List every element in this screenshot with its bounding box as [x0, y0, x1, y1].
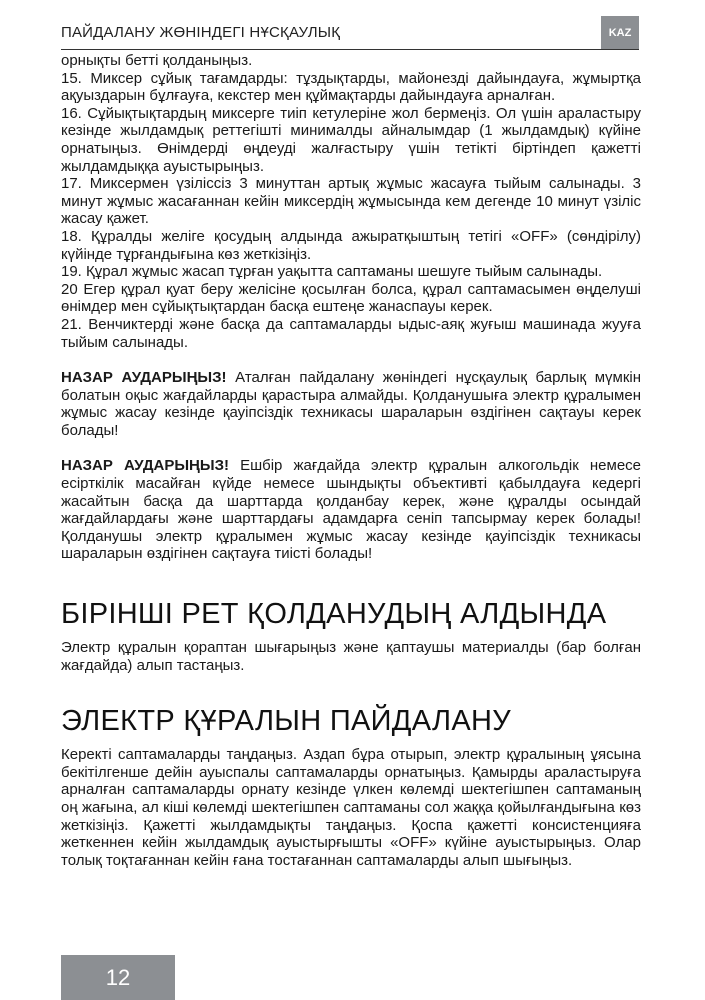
- section-heading: ЭЛЕКТР ҚҰРАЛЫН ПАЙДАЛАНУ: [61, 705, 511, 738]
- warning-paragraph: [61, 369, 641, 439]
- paragraph: 19. Құрал жұмыс жасап тұрған уақытта саптаманы шешуге тыйым салынады.: [61, 263, 603, 281]
- paragraph: 16. Сұйықтықтардың миксерге тиіп кетулеріне жол бермеңіз. Ол үшін араластыру кезінде жылдамдық реттегішті минималды айналымдар (1 жылдамдық) күйіне орнатыңыз. Өнімдерді өңдеуді жалғастыру үшін тетікті біртіндеп қажетті жылдамдыққа ауыстырыңыз.: [61, 104, 641, 175]
- page-content: [61, 52, 641, 869]
- warning-label: НАЗАР АУДАРЫҢЫЗ!: [61, 369, 227, 387]
- warning-text: Аталған пайдалану жөніндегі нұсқаулық барлық мүмкін болатын оқыс жағдайларды қарастыра алмайды. Қолданушыға электр құралымен жұмыс жасау кезінде қауіпсіздік техникасы шараларын өздігінен сақтауы керек болады!: [61, 369, 642, 439]
- page-header-title: ПАЙДАЛАНУ ЖӨНІНДЕГІ НҰСҚАУЛЫҚ: [61, 24, 341, 41]
- paragraph: 15. Миксер сұйық тағамдарды: тұздықтарды, майонезді дайындауға, жұмыртқа ақуыздарын бұлғауға, кекстер мен құймақтарды дайындауға арналған.: [61, 69, 641, 105]
- language-badge: KAZ: [601, 16, 639, 49]
- section-heading: БІРІНШІ РЕТ ҚОЛДАНУДЫҢ АЛДЫНДА: [61, 598, 607, 631]
- paragraph: 17. Миксермен үзіліссіз 3 минуттан артық жұмыс жасауға тыйым салынады. 3 минут жұмыс жасағаннан кейін миксердің жұмысында кем дегенде 10 минут үзіліс жасау қажет.: [61, 175, 641, 228]
- header-divider: [61, 49, 639, 50]
- page-number: 12: [61, 955, 175, 1000]
- section-body: Керекті саптамаларды таңдаңыз. Аздап бұра отырып, электр құралының ұясына бекітілгенше дейін ауыспалы саптамаларды орнатыңыз. Қамырды араластыруға арналған саптамаларды орнату кезінде үлкен көлемді шектегішпен саптаманың оң жағына, ал кіші көлемді шектегішпен саптаманы сол жаққа қойылғандығына көз жеткізіңіз. Қажетті жылдамдықты таңдаңыз. Қоспа қажетті консистенцияға жеткеннен кейін жылдамдық ауыстырғышты «OFF» күйіне ауыстырыңыз. Олар толық тоқтағаннан кейін ғана тостағаннан саптамаларды алып шығыңыз.: [61, 746, 641, 869]
- paragraph: 18. Құралды желіге қосудың алдында ажыратқыштың тетігі «OFF» (сөндірілу) күйінде тұрғандығына көз жеткізіңіз.: [61, 227, 641, 263]
- warning-label: НАЗАР АУДАРЫҢЫЗ!: [61, 457, 229, 475]
- warning-text: Ешбір жағдайда электр құралын алкогольдік немесе есірткілік масайған күйде немесе шындықты объективті қабылдауға кедергі жасайтын басқа да шарттарда қолданбау керек, және құралды осындай жағдайлардағы және шарттардағы адамдарға сеніп тапсырмау керек болады! Қолданушы электр құралымен жұмыс жасау кезінде қауіпсіздік техникасы шараларын өздігінен сақтауға тиісті болады!: [61, 457, 641, 563]
- paragraph: 20 Егер құрал қуат беру желісіне қосылған болса, құрал саптамасымен өңделуші өнімдер мен сұйықтықтардан басқа ештеңе жанаспауы керек.: [61, 280, 641, 316]
- warning-paragraph: [61, 457, 641, 563]
- paragraph: 21. Венчиктерді және басқа да саптамаларды ыдыс-аяқ жуғыш машинада жууға тыйым салынады.: [61, 315, 641, 351]
- section-body: Электр құралын қораптан шығарыңыз және қаптаушы материалды (бар болған жағдайда) алып тастаңыз.: [61, 639, 641, 674]
- paragraph: орнықты бетті қолданыңыз.: [61, 52, 253, 69]
